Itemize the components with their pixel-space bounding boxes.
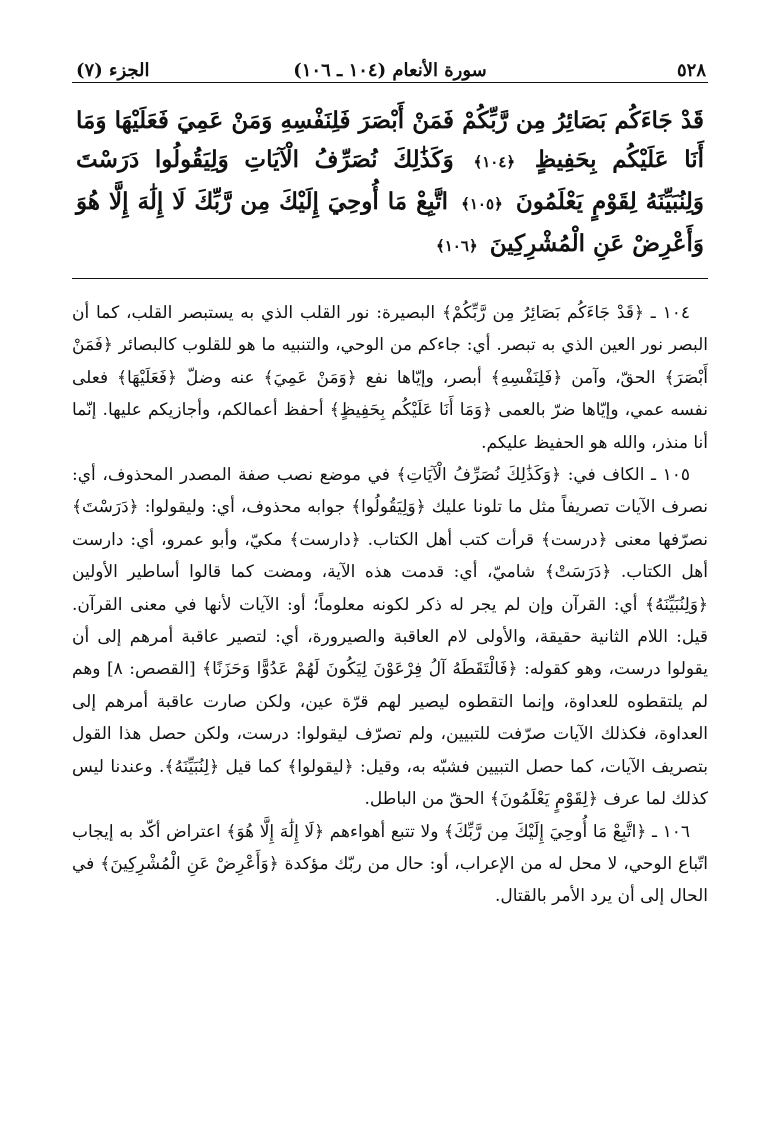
quran-verses — [72, 101, 708, 266]
verse-text: اتَّبِعْ مَا أُوحِيَ إِلَيْكَ مِن رَّبِّكَ لَا إِلَٰهَ إِلَّا هُوَ وَأَعْرِضْ عَنِ الْمُشْرِكِينَ — [76, 188, 704, 257]
verse-number-marker: ﴿١٠٤﴾ — [473, 153, 516, 171]
juz-label: الجزء (٧) — [76, 60, 150, 81]
verse-number-marker: ﴿١٠٦﴾ — [435, 237, 478, 255]
verse-text: قَدْ جَاءَكُم بَصَائِرُ مِن رَّبِّكُمْ فَمَنْ أَبْصَرَ فَلِنَفْسِهِ وَمَنْ عَمِيَ فَعَلَيْهَا وَمَا أَنَا عَلَيْكُم بِحَفِيظٍ — [76, 107, 704, 173]
book-page — [72, 52, 708, 1092]
commentary-paragraph: ١٠٥ ـ الكاف في: ﴿وَكَذَٰلِكَ نُصَرِّفُ الْآيَاتِ﴾ في موضع نصب صفة المصدر المحذوف، أي: نصرف الآيات تصريفاً مثل ما تلونا عليك ﴿وَلِيَقُولُوا﴾ جوابه محذوف، أي: وليقولوا: ﴿دَرَسْتَ﴾ نصرّفها معنى ﴿درست﴾ قرأت كتب أهل الكتاب. ﴿دارست﴾ مكيّ، وأبو عمرو، أي: دارست أهل الكتاب. ﴿دَرَسَتْ﴾ شاميّ، أي: قدمت هذه الآية، ومضت كما قالوا أساطير الأولين ﴿وَلِنُبَيِّنَهُ﴾ أي: القرآن وإن لم يجر له ذكر لكونه معلوماً؛ أو: الآيات لأنها في معنى القرآن. قيل: اللام الثانية حقيقة، والأولى لام العاقبة والصيرورة، أي: لتصير عاقبة أمرهم إلى أن يقولوا درست، وهو كقوله: ﴿فَالْتَقَطَهُ آلُ فِرْعَوْنَ لِيَكُونَ لَهُمْ عَدُوًّا وَحَزَنًا﴾ [القصص: ٨] وهم لم يلتقطوه للعداوة، وإنما التقطوه ليصير لهم قرّة عين، ولكن صارت عاقبة أمرهم إلى العداوة، فكذلك الآيات صرّفت للتبيين، ولم تصرّف ليقولوا: درست، ولكن حصل هذا القول بتصريف الآيات، كما حصل التبيين فشبّه به، وقيل: ﴿ليقولوا﴾ كما قيل ﴿لِنُبَيِّنَهُ﴾. وعندنا ليس كذلك لما عرف ﴿لِقَوْمٍ يَعْلَمُونَ﴾ الحقّ من الباطل. — [72, 465, 708, 810]
page-number: ٥٢٨ — [676, 60, 706, 81]
commentary-paragraph: ١٠٦ ـ ﴿اتَّبِعْ مَا أُوحِيَ إِلَيْكَ مِن رَّبِّكَ﴾ ولا تتبع أهواءهم ﴿لَا إِلَٰهَ إِلَّا هُوَ﴾ اعتراض أكّد به إيجاب اتّباع الوحي، لا محل له من الإعراب، أو: حال من ربّك مؤكدة ﴿وَأَعْرِضْ عَنِ الْمُشْرِكِينَ﴾ في الحال إلى أن يرد الأمر بالقتال. — [72, 821, 708, 907]
surah-title: سورة الأنعام (١٠٤ ـ ١٠٦) — [293, 60, 487, 81]
verse-number-marker: ﴿١٠٥﴾ — [461, 195, 503, 213]
verse-text: وَكَذَٰلِكَ نُصَرِّفُ الْآيَاتِ وَلِيَقُولُوا دَرَسْتَ وَلِنُبَيِّنَهُ لِقَوْمٍ يَعْلَمُونَ — [76, 146, 705, 215]
section-divider — [72, 278, 708, 279]
commentary — [72, 297, 708, 913]
commentary-paragraph: ١٠٤ ـ ﴿قَدْ جَاءَكُم بَصَائِرُ مِن رَّبِّكُمْ﴾ البصيرة: نور القلب الذي به يستبصر القلب، كما أن البصر نور العين الذي به تبصر. أي: جاءكم من الوحي، والتنبيه ما هو للقلوب كالبصائر ﴿فَمَنْ أَبْصَرَ﴾ الحقّ، وآمن ﴿فَلِنَفْسِهِ﴾ أبصر، وإيّاها نفع ﴿وَمَنْ عَمِيَ﴾ عنه وضلّ ﴿فَعَلَيْهَا﴾ فعلى نفسه عمي، وإيّاها ضرّ بالعمى ﴿وَمَا أَنَا عَلَيْكُم بِحَفِيظٍ﴾ أحفظ أعمالكم، وأجازيكم عليها. إنّما أنا منذر، والله هو الحفيظ عليكم. — [72, 303, 708, 453]
page-header — [72, 52, 708, 83]
